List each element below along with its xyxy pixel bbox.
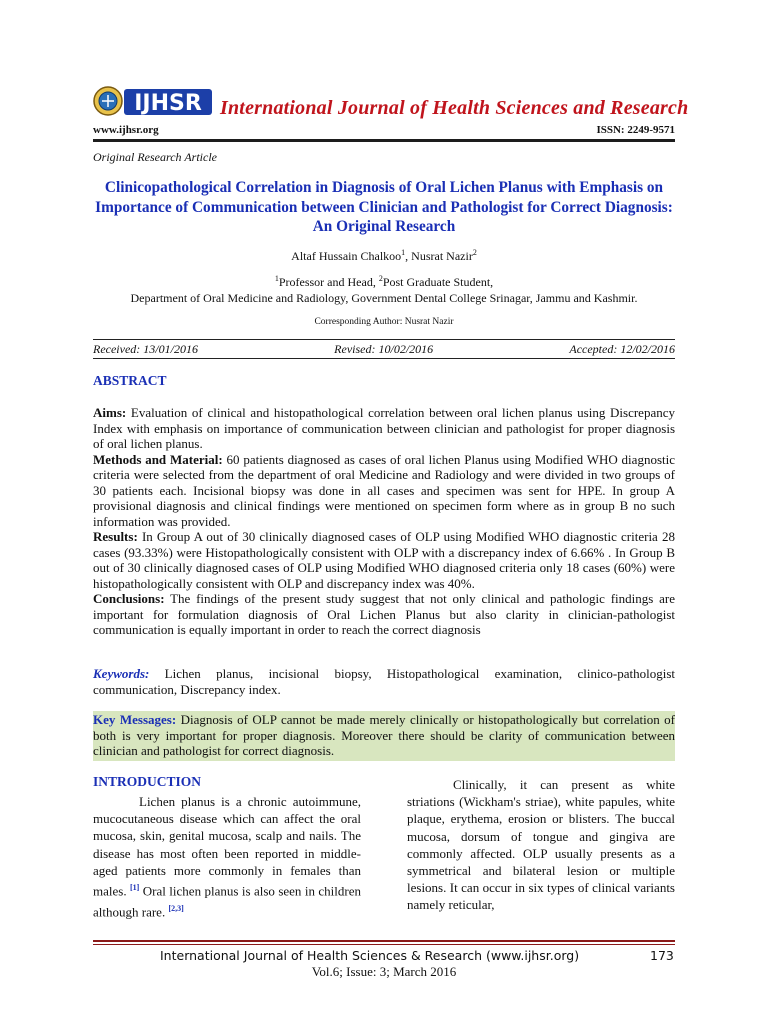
keywords-text: Lichen planus, incisional biopsy, Histopathological examination, clinico-pathologist communication, Discrepancy index. <box>93 666 675 697</box>
accepted-date: Accepted: 12/02/2016 <box>569 342 675 356</box>
intro-left-column <box>93 793 361 920</box>
footer-volume: Vol.6; Issue: 3; March 2016 <box>311 964 457 979</box>
citation-2[interactable]: [2,3] <box>168 903 184 913</box>
header-rule <box>93 139 675 142</box>
intro-left-text: Lichen planus is a chronic autoimmune, mucocutaneous disease which can affect the oral mucosa, skin, genital mucosa, scalp and nails. The disease has most often been reported in middle-aged patients more commonly in females than males. <box>93 794 361 899</box>
affiliation-roles <box>93 274 675 290</box>
abstract-body <box>93 405 675 638</box>
author-2: Nusrat Nazir <box>411 249 473 263</box>
aims-text: Evaluation of clinical and histopathological correlation between oral lichen planus using Discrepancy Index with emphasis on importance of communication between clinician and pathologist for proper diagnosis of oral lichen planus. <box>93 405 675 451</box>
dates-row <box>93 342 675 357</box>
corresponding-author: Corresponding Author: Nusrat Nazir <box>314 317 454 327</box>
abstract-conclusions <box>93 591 675 638</box>
journal-logo <box>92 84 214 118</box>
author-separator: , <box>405 249 412 263</box>
journal-issn: ISSN: 2249-9571 <box>596 124 675 136</box>
journal-title: International Journal of Health Sciences and Research <box>220 97 689 119</box>
aff-sup-2: 2 <box>378 274 383 283</box>
intro-right-column <box>407 776 675 914</box>
aims-label: Aims: <box>93 405 127 420</box>
aff-role-2: Post Graduate Student, <box>382 275 494 289</box>
footer-rule <box>93 940 675 942</box>
author-1: Altaf Hussain Chalkoo <box>291 249 402 263</box>
dates-rule-top <box>93 339 675 340</box>
abstract-aims <box>93 405 675 452</box>
aff-sup-1: 1 <box>274 274 279 283</box>
abstract-heading: ABSTRACT <box>93 373 167 388</box>
authors <box>93 248 675 264</box>
journal-website[interactable]: www.ijhsr.org <box>93 124 159 136</box>
received-date: Received: 13/01/2016 <box>93 342 198 356</box>
introduction-heading: INTRODUCTION <box>93 774 202 789</box>
keywords-label: Keywords: <box>93 666 150 681</box>
citation-1[interactable]: [1] <box>130 883 140 893</box>
author-1-sup: 1 <box>401 248 406 257</box>
footer-rule-thin <box>93 944 675 945</box>
methods-label: Methods and Material: <box>93 451 223 467</box>
author-2-sup: 2 <box>472 248 477 257</box>
key-messages-label: Key Messages: <box>93 712 177 727</box>
key-messages-text: Diagnosis of OLP cannot be made merely clinically or histopathologically but correlation of both is very important for proper diagnosis. Moreover there should be clarity of communication between clinician and pathologist for correct diagnosis. <box>93 712 675 758</box>
article-type: Original Research Article <box>93 150 217 164</box>
results-text: In Group A out of 30 clinically diagnosed cases of OLP using Modified WHO diagnostic criteria 28 cases (93.33%) were Histopathologically consistent with OLP with a discrepancy index of 6.66% . In Group B out of 30 clinically diagnosed cases of OLP using Modified WHO diagnosed criteria only 18 cases (60%) were histopathologically consistent with OLP and discrepancy index was 40%. <box>93 529 675 591</box>
paper-title: Clinicopathological Correlation in Diagnosis of Oral Lichen Planus with Emphasis on Importance of Communication between Clinician and Pathologist for Correct Diagnosis: An Original Research <box>95 179 673 235</box>
conclusions-text: The findings of the present study suggest that not only clinical and pathologic findings are important for formulation diagnosis of Oral Lichen Planus but also clarity in clinician-pathologist communication is equally important in order to reach the correct diagnosis <box>93 591 675 637</box>
page-number: 173 <box>650 948 674 963</box>
affiliation-department: Department of Oral Medicine and Radiology, Government Dental College Srinagar, Jammu and Kashmir. <box>130 291 638 305</box>
abstract-methods <box>93 452 675 530</box>
dates-rule-bottom <box>93 358 675 359</box>
revised-date: Revised: 10/02/2016 <box>334 342 434 356</box>
abstract-results <box>93 529 675 591</box>
intro-left-text-2: Oral lichen planus is also seen in children although rare. <box>93 883 361 919</box>
results-label: Results: <box>93 529 138 544</box>
footer-journal: International Journal of Health Sciences & Research (www.ijhsr.org) <box>160 948 580 963</box>
methods-text: 60 patients diagnosed as cases of oral lichen Planus using Modified WHO diagnostic criteria were selected from the department of oral Medicine and Radiology and were divided in two groups of 30 patients each. Incisional biopsy was done in all cases and specimen was sent for HPE. In group A provisional diagnosis and clinical findings were mentioned on specimen form where as in group B no such information was provided. <box>93 451 675 529</box>
intro-right-text: Clinically, it can present as white striations (Wickham's striae), white papules, white plaque, erythema, erosion or blisters. The buccal mucosa, dorsum of tongue and gingiva are commonly affected. OLP usually presents as a symmetrical and bilateral lesion or multiple lesions. It can occur in six types of clinical variants namely reticular, <box>407 777 675 913</box>
key-messages-box <box>93 711 675 761</box>
aff-role-1: Professor and Head, <box>278 275 379 289</box>
conclusions-label: Conclusions: <box>93 591 165 606</box>
keywords <box>93 666 675 697</box>
logo-text: IJHSR <box>134 91 202 116</box>
